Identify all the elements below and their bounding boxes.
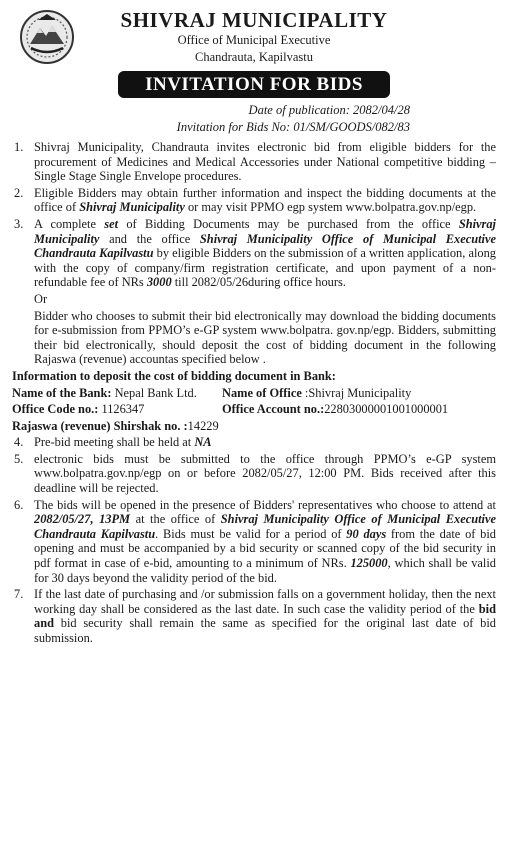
- item-text: by eligible Bidders on the submission of a written application, along with the copy of company/firm registration certificate, and upon payment of a non-refundable fee of NRs: [34, 246, 496, 290]
- office-name-label: Name of Office: [222, 385, 302, 400]
- item-number: 6.: [14, 497, 24, 512]
- publication-date: Date of publication: 2082/04/28: [248, 103, 410, 117]
- item-text-emphasis: Shivraj Municipality: [34, 216, 496, 246]
- list-item: [12, 140, 496, 184]
- item-number: 5.: [14, 451, 24, 466]
- notice-body: [12, 140, 496, 646]
- list-item: [12, 217, 496, 290]
- item-text-emphasis: bid and: [34, 601, 496, 631]
- header: [12, 8, 496, 98]
- item-text: of Bidding Documents may be purchased from the office: [118, 216, 459, 231]
- item-text: The bids will be opened in the presence of Bidders' representatives who choose to attend at: [34, 497, 496, 512]
- rajaswa-label: Rajaswa (revenue) Shirshak no. :: [12, 418, 188, 433]
- office-code-value: 1126347: [98, 402, 145, 417]
- electronic-paragraph: Bidder who chooses to submit their bid electronically may download the bidding documents for e-submission from PPMO’s e-GP system www.bolpatra. gov.np/egp. Bidders, submitting their bid electronically, should deposit the cost of bidding document in the following Rajaswa (revenue) accountas specified below .: [34, 308, 496, 367]
- item-text: from the date of bid opening and must be accompanied by a bid security or scanned copy of the bid security in pdf format in case of e-bid, amounting to a minimum of NRs.: [34, 526, 496, 571]
- list-item: [12, 498, 496, 586]
- item-number: 7.: [14, 587, 24, 602]
- item-text: . Bids must be valid for a period of: [155, 526, 347, 541]
- item-number: 3.: [14, 216, 24, 231]
- item-text: and the office: [99, 231, 200, 246]
- bank-row: [12, 386, 496, 401]
- item-number: 2.: [14, 185, 24, 200]
- item-text-emphasis: set: [104, 216, 119, 231]
- office-account-value: 22803000001001000001: [324, 402, 449, 417]
- item-text-emphasis: Shivraj Municipality Office of Municipal Executive Chandrauta Kapilvastu: [34, 512, 496, 541]
- item-text-emphasis: Shivraj Municipality: [79, 200, 185, 215]
- office-name-cell: [222, 386, 411, 401]
- organization-name: SHIVRAJ MUNICIPALITY: [120, 8, 388, 32]
- item-text: A complete: [34, 216, 105, 231]
- title-banner: INVITATION FOR BIDS: [118, 71, 390, 98]
- or-text: Or: [34, 291, 48, 306]
- item-text-emphasis: NA: [194, 435, 212, 450]
- item-text: If the last date of purchasing and /or submission falls on a government holiday, then the next working day shall be considered as the last date. In such case the validity period of the: [34, 587, 496, 616]
- item-text-emphasis: 90 days: [346, 526, 387, 541]
- list-item: [12, 186, 496, 215]
- office-location: Chandrauta, Kapilvastu: [194, 50, 314, 64]
- list-item: [12, 435, 496, 450]
- office-name: Office of Municipal Executive: [177, 33, 331, 47]
- item-text: Shivraj Municipality, Chandrauta invites electronic bid from eligible bidders for the procurement of Medicines and Medical Accessories under National competitive bidding – Single Stage Single Envelope procedures.: [34, 140, 496, 184]
- office-account-label: Office Account no.:: [222, 402, 325, 417]
- rajaswa-row: [12, 419, 496, 434]
- list-item: [12, 587, 496, 645]
- bid-number: Invitation for Bids No: 01/SM/GOODS/082/83: [176, 120, 410, 134]
- office-code-row: [12, 402, 496, 417]
- rajaswa-value: 14229: [187, 418, 219, 433]
- item-text: electronic bids must be submitted to the office through PPMO’s e-GP system www.bolpatra.gov.np/egp on or before 2082/05/27, 12:00 PM. Bids received after this deadline will be rejected.: [34, 451, 496, 496]
- item-number: 4.: [14, 435, 24, 450]
- item-text-emphasis: 2082/05/27, 13PM: [34, 512, 131, 527]
- office-code-label: Office Code no.:: [12, 402, 99, 417]
- item-text: Eligible Bidders may obtain further information and inspect the bidding documents at the office of: [34, 185, 496, 215]
- bank-name-value: Nepal Bank Ltd.: [111, 385, 197, 400]
- bank-name-cell: [12, 386, 222, 401]
- item-text: Pre-bid meeting shall be held at: [34, 435, 195, 450]
- item-text: at the office of: [130, 512, 221, 527]
- item-text: or may visit PPMO egp system www.bolpatra.gov.np/egp.: [184, 200, 477, 215]
- item-text: bid security shall remain the same as specified for the original last date of bid submission.: [34, 616, 496, 645]
- list-item: [12, 452, 496, 496]
- office-code-cell: [12, 402, 222, 417]
- nepal-emblem-icon: [18, 8, 76, 66]
- bank-name-label: Name of the Bank:: [12, 385, 112, 400]
- item-text-emphasis: 3000: [146, 275, 172, 290]
- item-text-emphasis: 125000: [350, 556, 388, 571]
- item-text: , which shall be valid for 30 days beyond the validity period of the bid.: [34, 556, 496, 585]
- item-number: 1.: [14, 140, 24, 154]
- office-account-cell: [222, 402, 448, 417]
- item-text: till 2082/05/26during office hours.: [171, 275, 346, 290]
- bank-heading: Information to deposit the cost of bidding document in Bank:: [12, 368, 336, 383]
- office-name-value: :Shivraj Municipality: [301, 385, 412, 400]
- item-text-emphasis: Shivraj Municipality Office of Municipal Executive Chandrauta Kapilvastu: [34, 231, 496, 261]
